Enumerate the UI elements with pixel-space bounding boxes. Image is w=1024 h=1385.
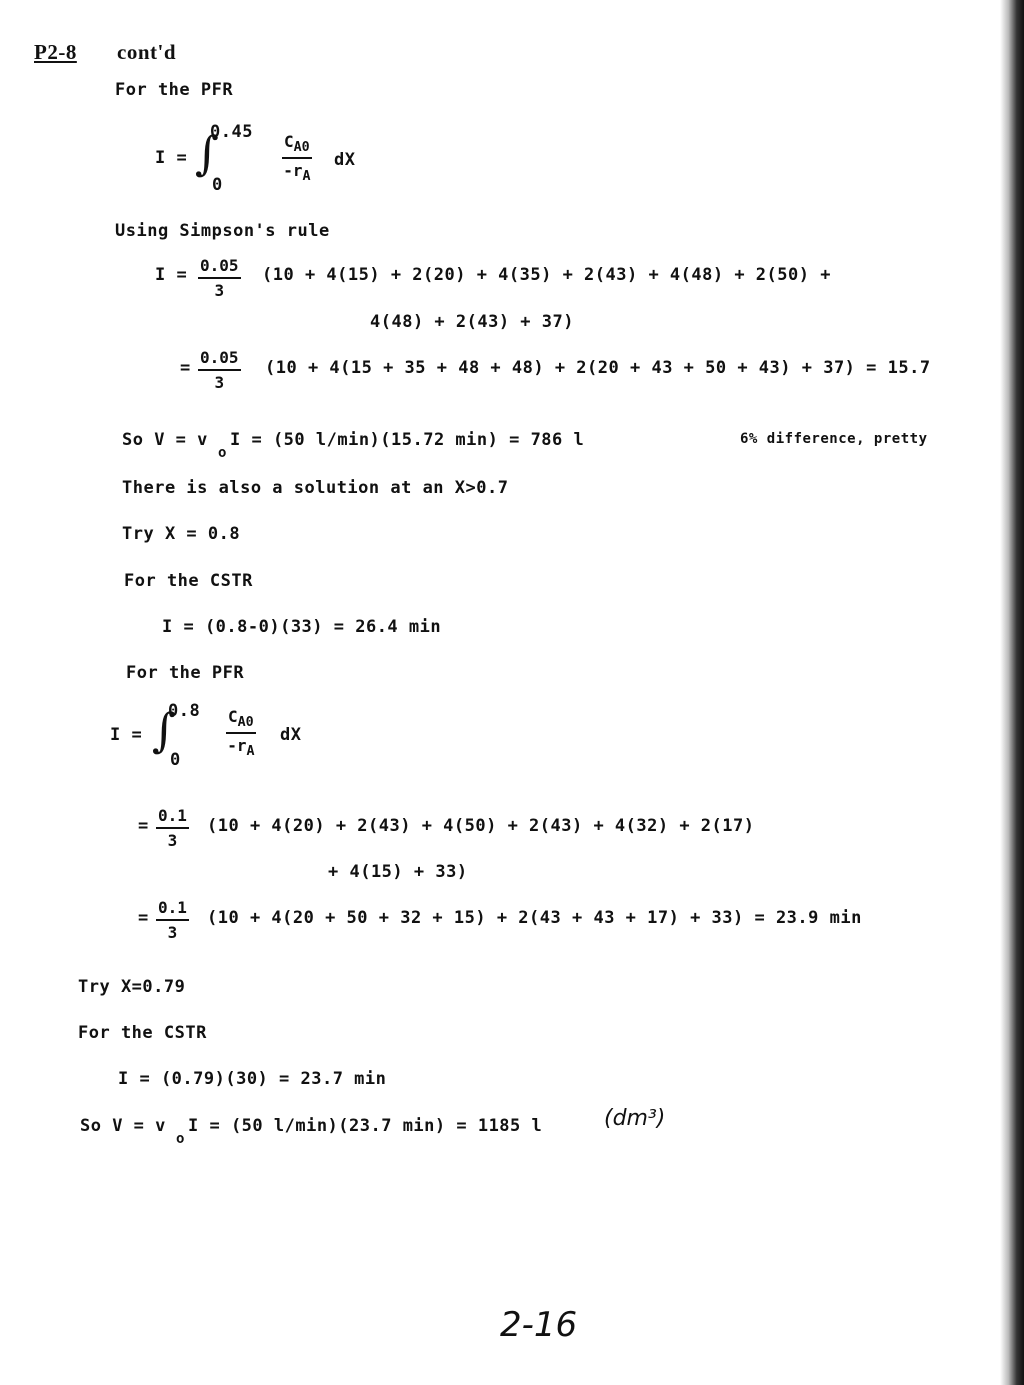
simpson2-coefficient-2: $\frac{0.1}{3}$: [158, 898, 187, 942]
simpson2-terms-1: (10 + 4(20) + 2(43) + 4(50) + 2(43) + 4(32) + 2(17): [207, 816, 755, 836]
volume2-eq-subscript: o: [176, 1131, 185, 1147]
volume-eq-a: So V = v: [122, 430, 208, 450]
volume2-eq-a: So V = v: [80, 1116, 166, 1136]
integral-lhs: I =: [155, 148, 188, 168]
volume-eq-b: I = (50 l/min)(15.72 min) = 786 l: [230, 430, 585, 450]
integrand-fraction: $\frac{C_{A0}}{-r_A}$: [283, 132, 311, 185]
contd-label: cont'd: [117, 40, 177, 64]
page-number: 2-16: [500, 1305, 578, 1345]
integral-sign: ∫: [195, 126, 219, 180]
scan-edge-shadow: [1000, 0, 1024, 1385]
cstr-equation-2: I = (0.79)(30) = 23.7 min: [118, 1069, 387, 1089]
simpson2-coefficient: $\frac{0.1}{3}$: [158, 806, 187, 850]
volume2-eq-b: I = (50 l/min)(23.7 min) = 1185 l: [188, 1116, 543, 1136]
integral-lower-limit-2: 0: [170, 750, 181, 770]
handwritten-units-note: (dm³): [604, 1106, 666, 1131]
for-cstr-heading-2: For the CSTR: [78, 1023, 207, 1043]
for-pfr-heading-1: For the PFR: [115, 80, 234, 100]
simpson2-equals: =: [138, 816, 149, 836]
integrand-fraction-2: $\frac{C_{A0}}{-r_A}$: [227, 707, 255, 760]
volume-eq-subscript: o: [218, 445, 227, 461]
simpson-rule-label: Using Simpson's rule: [115, 221, 330, 241]
integral-dx-2: dX: [280, 725, 302, 745]
simpson-equals: =: [180, 358, 191, 378]
difference-note: 6% difference, pretty: [740, 431, 928, 447]
integral-lower-limit: 0: [212, 175, 223, 195]
simpson-terms-3: (10 + 4(15 + 35 + 48 + 48) + 2(20 + 43 + 50 + 43) + 37) = 15.7: [265, 358, 931, 378]
simpson-terms-2: 4(48) + 2(43) + 37): [370, 312, 574, 332]
simpson-coefficient-2: $\frac{0.05}{3}$: [200, 348, 239, 392]
integral-lhs-2: I =: [110, 725, 143, 745]
simpson-lhs: I =: [155, 265, 188, 285]
integral-dx: dX: [334, 150, 356, 170]
also-solution-note: There is also a solution at an X>0.7: [122, 478, 509, 498]
simpson2-terms-3: (10 + 4(20 + 50 + 32 + 15) + 2(43 + 43 + 17) + 33) = 23.9 min: [207, 908, 862, 928]
simpson2-equals-2: =: [138, 908, 149, 928]
integral-sign-2: ∫: [152, 703, 176, 757]
problem-label: P2-8: [34, 40, 77, 64]
for-pfr-heading-2: For the PFR: [126, 663, 245, 683]
integral-upper-limit-2: 0.8: [168, 701, 201, 721]
for-cstr-heading-1: For the CSTR: [124, 571, 253, 591]
simpson-terms-1: (10 + 4(15) + 2(20) + 4(35) + 2(43) + 4(48) + 2(50) +: [262, 265, 831, 285]
simpson2-terms-2: + 4(15) + 33): [328, 862, 468, 882]
integral-upper-limit: 0.45: [210, 122, 253, 142]
cstr-equation-1: I = (0.8-0)(33) = 26.4 min: [162, 617, 442, 637]
try-x-079: Try X=0.79: [78, 977, 186, 997]
simpson-coefficient: $\frac{0.05}{3}$: [200, 256, 239, 300]
try-x-08: Try X = 0.8: [122, 524, 241, 544]
